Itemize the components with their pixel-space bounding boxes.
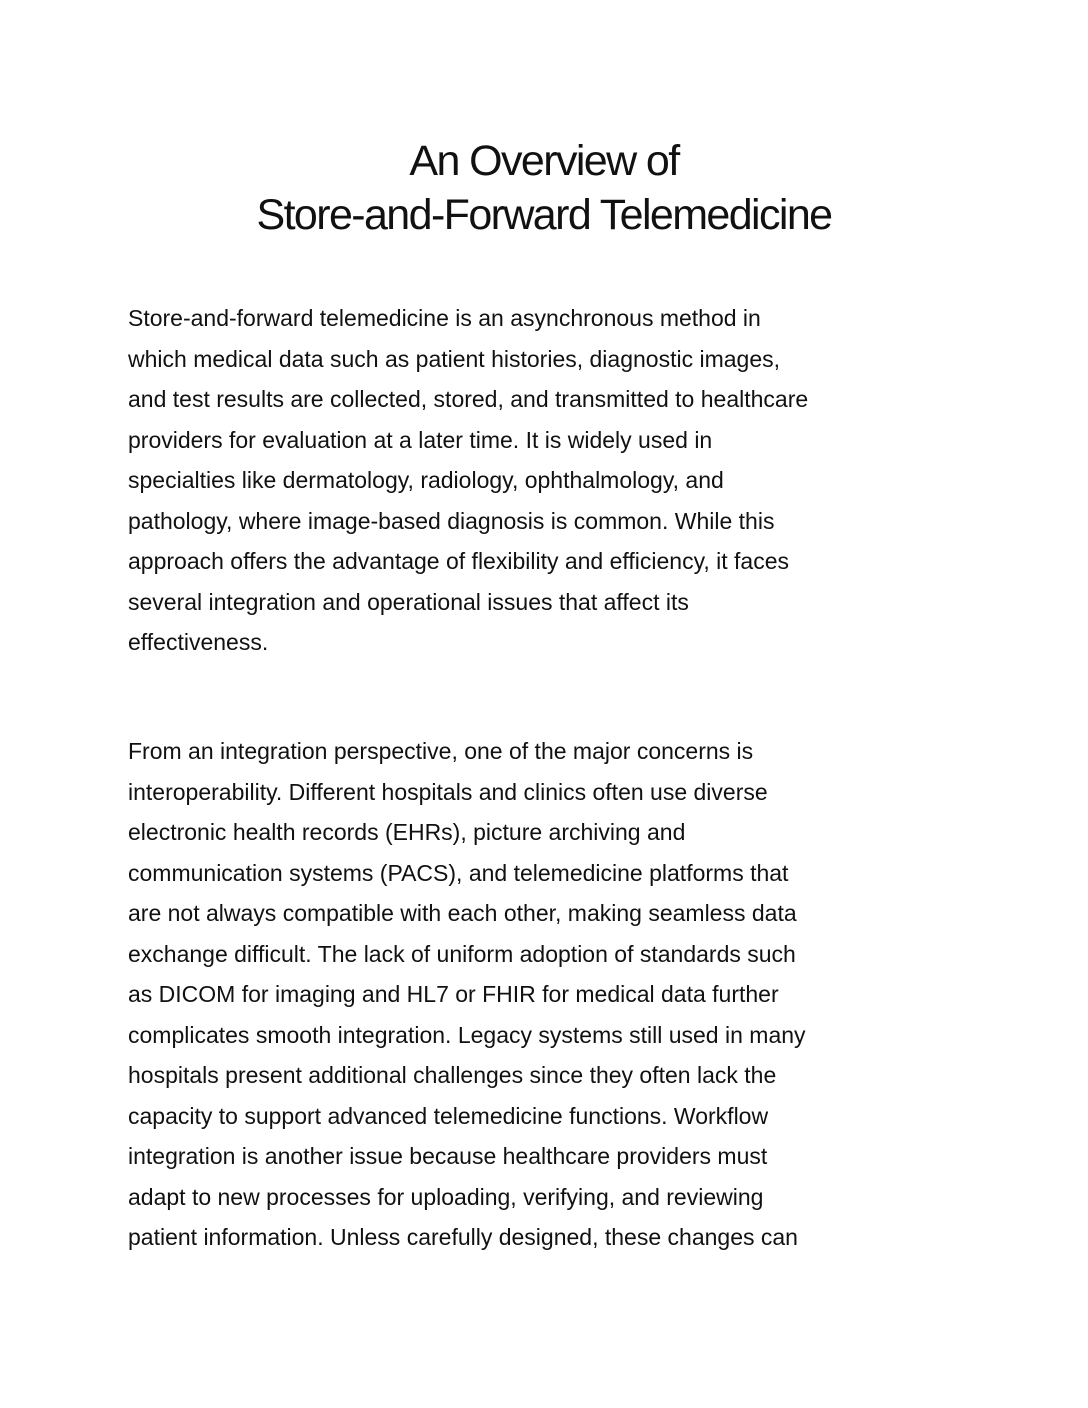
text-line: specialties like dermatology, radiology, ophthalmology, and bbox=[128, 467, 724, 493]
text-line: integration is another issue because healthcare providers must bbox=[128, 1143, 768, 1169]
paragraph-intro bbox=[128, 298, 978, 663]
text-line: several integration and operational issues that affect its bbox=[128, 588, 689, 615]
title-line: An Overview of bbox=[409, 137, 679, 185]
text-line: capacity to support advanced telemedicine functions. Workflow bbox=[128, 1102, 769, 1129]
document-title bbox=[0, 134, 1088, 242]
text-line: Store-and-forward telemedicine is an asynchronous method in bbox=[128, 305, 761, 331]
text-line: approach offers the advantage of flexibility and efficiency, it faces bbox=[128, 548, 790, 574]
text-line: are not always compatible with each other, making seamless data bbox=[128, 900, 797, 926]
text-line: which medical data such as patient histories, diagnostic images, bbox=[128, 345, 781, 372]
text-line: hospitals present additional challenges since they often lack the bbox=[128, 1062, 777, 1088]
text-line: complicates smooth integration. Legacy systems still used in many bbox=[128, 1021, 806, 1048]
text-line: adapt to new processes for uploading, verifying, and reviewing bbox=[128, 1183, 764, 1210]
title-line: Store-and-Forward Telemedicine bbox=[256, 191, 832, 239]
text-line: as DICOM for imaging and HL7 or FHIR for medical data further bbox=[128, 981, 779, 1007]
text-line: providers for evaluation at a later time. It is widely used in bbox=[128, 426, 713, 453]
text-line: From an integration perspective, one of the major concerns is bbox=[128, 738, 754, 764]
text-line: interoperability. Different hospitals and clinics often use diverse bbox=[128, 778, 768, 805]
text-line: patient information. Unless carefully designed, these changes can bbox=[128, 1224, 798, 1250]
text-line: pathology, where image-based diagnosis is common. While this bbox=[128, 507, 775, 534]
text-line: effectiveness. bbox=[128, 629, 269, 655]
text-line: exchange difficult. The lack of uniform adoption of standards such bbox=[128, 940, 796, 967]
text-line: communication systems (PACS), and telemedicine platforms that bbox=[128, 859, 789, 886]
text-line: and test results are collected, stored, and transmitted to healthcare bbox=[128, 386, 809, 412]
text-line: electronic health records (EHRs), picture archiving and bbox=[128, 819, 686, 845]
paragraph-integration bbox=[128, 731, 978, 1258]
